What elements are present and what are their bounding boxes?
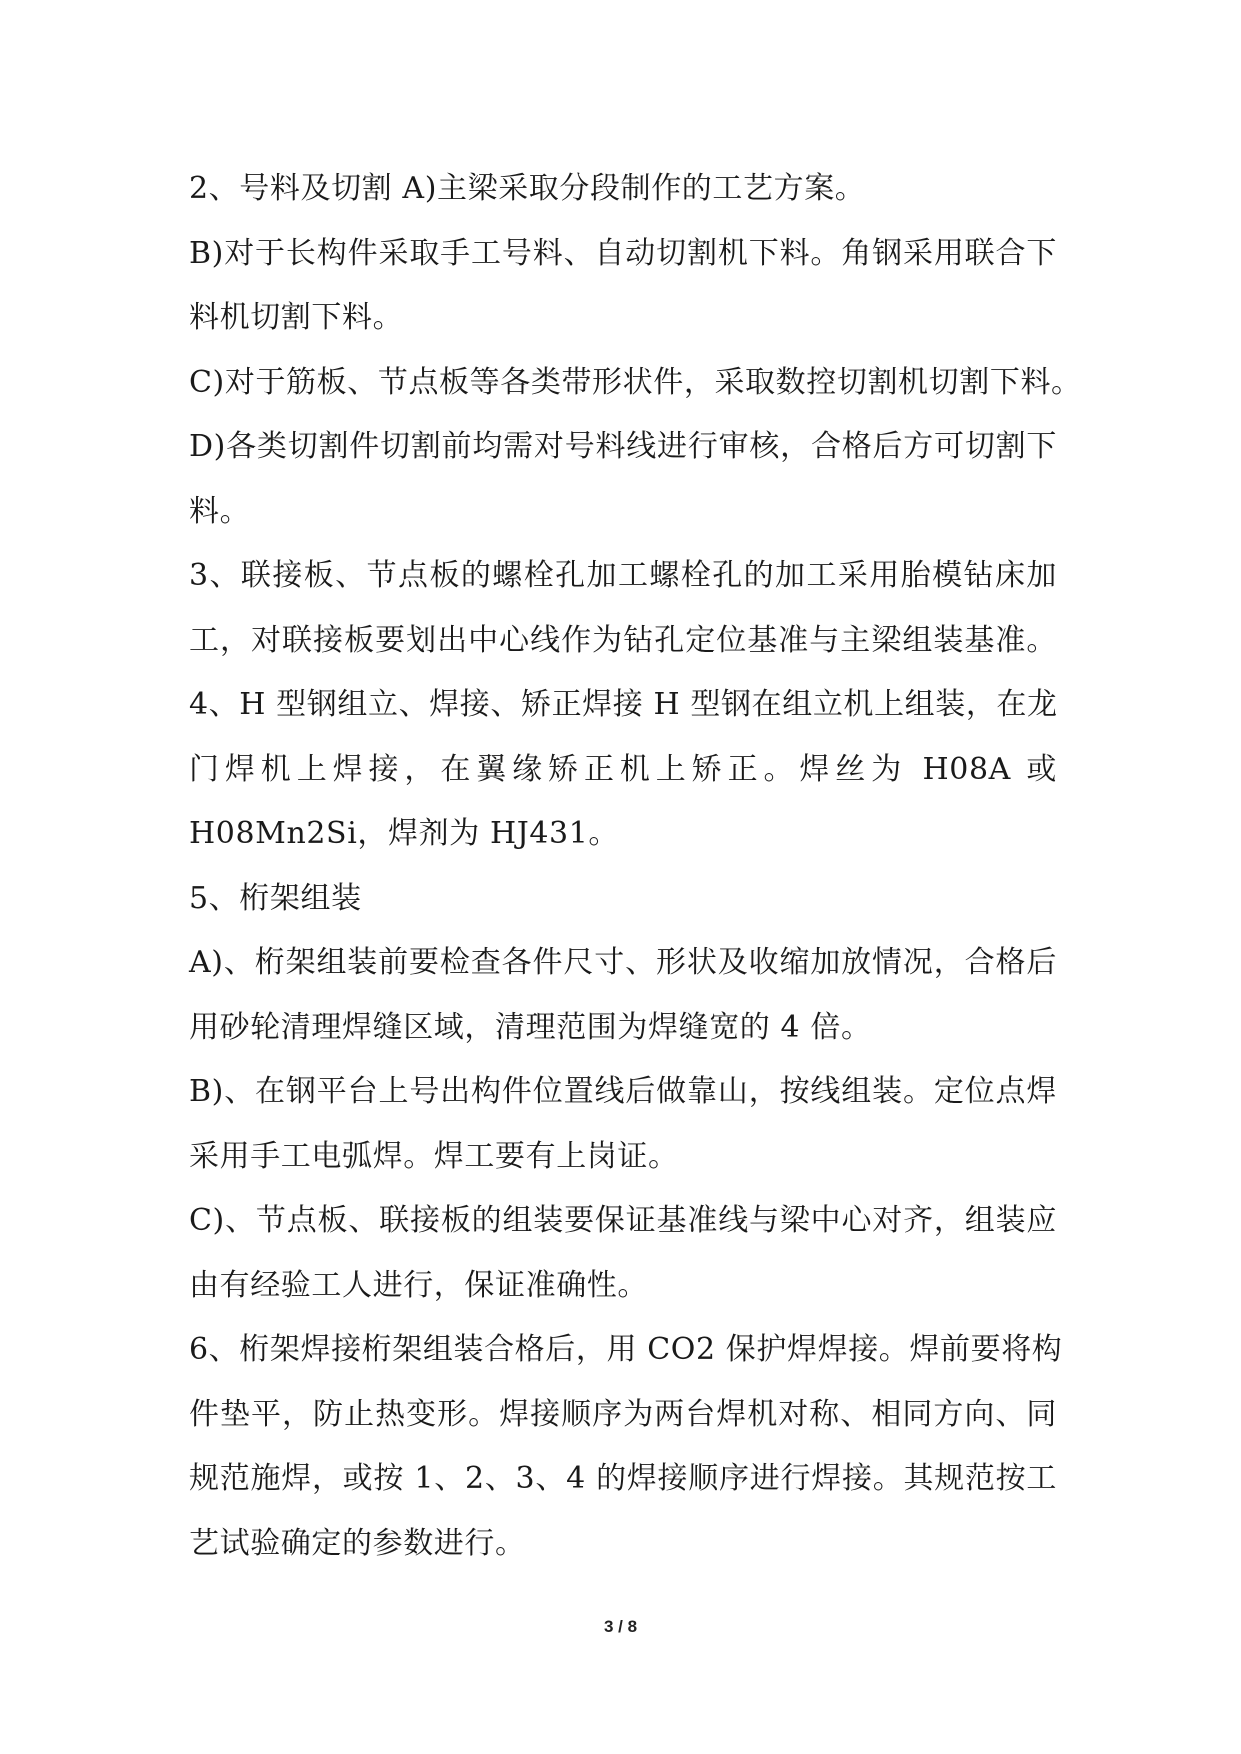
- text-line: 工，对联接板要划出中心线作为钻孔定位基准与主梁组装基准。: [189, 622, 1057, 658]
- text-line: 用砂轮清理焊缝区域，清理范围为焊缝宽的 4 倍。: [189, 1009, 872, 1045]
- text-line: 料机切割下料。: [189, 300, 404, 335]
- text-line: 艺试验确定的参数进行。: [189, 1525, 526, 1561]
- page-number: 3 / 8: [603, 1617, 638, 1636]
- text-line: 规范施焊，或按 1、2、3、4 的焊接顺序进行焊接。其规范按工: [189, 1461, 1057, 1496]
- text-line: 采用手工电弧焊。焊工要有上岗证。: [189, 1138, 679, 1174]
- text-line: 4、H 型钢组立、焊接、矫正焊接 H 型钢在组立机上组装，在龙: [189, 687, 1058, 722]
- text-line: C)对于筋板、节点板等各类带形状件，采取数控切割机切割下料。: [189, 364, 1082, 400]
- text-line: C)、节点板、联接板的组装要保证基准线与梁中心对齐，组装应: [189, 1203, 1057, 1238]
- text-line: 料。: [189, 493, 251, 529]
- text-line: 3、联接板、节点板的螺栓孔加工螺栓孔的加工采用胎模钻床加: [189, 558, 1057, 593]
- document-body: [189, 157, 1082, 1576]
- text-line: B)对于长构件采取手工号料、自动切割机下料。角钢采用联合下: [189, 235, 1057, 271]
- text-line: 件垫平，防止热变形。焊接顺序为两台焊机对称、相同方向、同: [189, 1396, 1057, 1432]
- text-line: D)各类切割件切割前均需对号料线进行审核，合格后方可切割下: [189, 429, 1057, 464]
- text-line: 由有经验工人进行，保证准确性。: [189, 1267, 648, 1303]
- text-line: 门焊机上焊接，在翼缘矫正机上矫正。焊丝为 H08A 或: [189, 751, 1057, 787]
- text-line: 2、号料及切割 A)主梁采取分段制作的工艺方案。: [189, 171, 866, 206]
- text-line: H08Mn2Si，焊剂为 HJ431。: [189, 816, 619, 851]
- text-line: B)、在钢平台上号出构件位置线后做靠山，按线组装。定位点焊: [189, 1074, 1057, 1109]
- text-line: A)、桁架组装前要检查各件尺寸、形状及收缩加放情况，合格后: [189, 945, 1057, 980]
- text-line: 5、桁架组装: [189, 880, 362, 916]
- text-line: 6、桁架焊接桁架组装合格后，用 CO2 保护焊焊接。焊前要将构: [189, 1332, 1063, 1367]
